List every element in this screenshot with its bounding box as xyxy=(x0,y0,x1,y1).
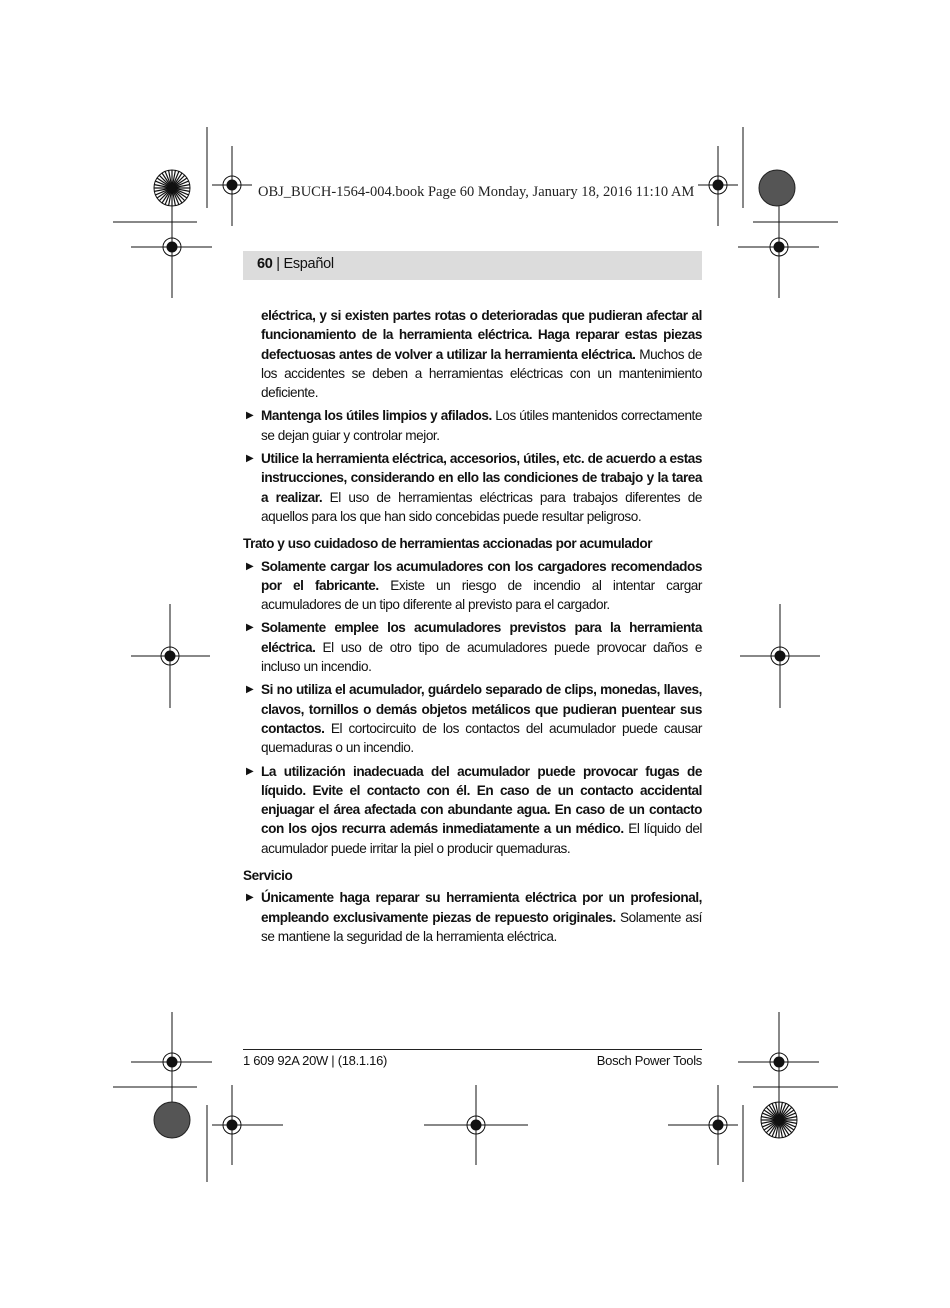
footer-rule xyxy=(243,1049,702,1050)
list-item xyxy=(243,618,702,676)
bullet-text: Existe un riesgo de incendio al intentar cargar acumuladores de un tipo diferente al previsto para el cargador. xyxy=(261,577,702,613)
bullet-text: Solamente así se mantiene la seguridad de la herramienta eléctrica. xyxy=(261,909,702,944)
list-item xyxy=(243,680,702,757)
bullet-text: El líquido del acumulador puede irritar la piel o producir quemaduras. xyxy=(261,821,702,856)
list-item xyxy=(243,406,702,445)
main-content xyxy=(243,306,702,950)
header-text xyxy=(257,256,334,272)
bullet-text: El cortocircuito de los contactos del acumulador puede causar quemaduras o un incendio. xyxy=(261,720,702,756)
starburst-target-icon xyxy=(154,170,190,206)
header-separator: | xyxy=(272,256,284,272)
bullet-triangle-icon: ▶ xyxy=(246,453,254,465)
bullet-bold: Únicamente haga reparar su herramienta eléctrica por un profesional, empleando exclusivamente piezas de repuesto originales. xyxy=(261,890,702,925)
bullet-bold: Mantenga los útiles limpios y afilados. xyxy=(261,408,492,424)
page-header xyxy=(243,251,702,280)
bullet-triangle-icon: ▶ xyxy=(246,684,254,696)
page-number: 60 xyxy=(257,256,273,272)
bullet-text: Los útiles mantenidos correctamente se dejan guiar y controlar mejor. xyxy=(261,408,702,443)
footer-document-code: 1 609 92A 20W | (18.1.16) xyxy=(243,1053,388,1068)
list-item xyxy=(243,557,702,615)
bullet-text: El uso de otro tipo de acumuladores puede provocar daños e incluso un incendio. xyxy=(261,639,702,675)
bullet-triangle-icon: ▶ xyxy=(246,410,254,422)
section-heading-battery: Trato y uso cuidadoso de herramientas accionadas por acumulador xyxy=(243,536,653,552)
bullet-bold: Si no utiliza el acumulador, guárdelo separado de clips, monedas, llaves, clavos, tornillos o demás objetos metálicos que pudieran puentear sus contactos. xyxy=(261,682,702,736)
list-item xyxy=(243,762,702,858)
header-language: Español xyxy=(283,256,334,272)
bullet-bold: La utilización inadecuada del acumulador puede provocar fugas de líquido. Evite el contacto con él. En caso de un contacto accidental enjuagar el área afectada con abundante agua. En caso de un contacto con los ojos recurra además inmediatamente a un médico. xyxy=(261,763,702,837)
bullet-bold: Solamente cargar los acumuladores con los cargadores recomendados por el fabricante. xyxy=(261,558,702,593)
continuation-paragraph xyxy=(243,306,702,402)
print-info-line: OBJ_BUCH-1564-004.book Page 60 Monday, January 18, 2016 11:10 AM xyxy=(258,184,695,200)
footer-brand: Bosch Power Tools xyxy=(596,1053,702,1068)
section-heading-service: Servicio xyxy=(243,868,293,884)
list-item xyxy=(243,449,702,526)
gray-density-dot-icon xyxy=(154,1102,190,1138)
bullet-triangle-icon: ▶ xyxy=(246,560,254,572)
bullet-triangle-icon: ▶ xyxy=(246,622,254,634)
crosshair-target-icon xyxy=(212,146,252,226)
bullet-text: El uso de herramientas eléctricas para trabajos diferentes de aquellos para los que han sido concebidas puede resultar peligroso. xyxy=(261,489,702,524)
starburst-target-icon xyxy=(761,1102,797,1138)
bullet-triangle-icon: ▶ xyxy=(246,765,254,777)
bullet-bold: Utilice la herramienta eléctrica, accesorios, útiles, etc. de acuerdo a estas instrucciones, considerando en ello las condiciones de trabajo y la tarea a realizar. xyxy=(261,451,702,505)
paragraph-text: Muchos de los accidentes se deben a herramientas eléctricas con un mantenimiento deficiente. xyxy=(261,346,703,401)
bullet-triangle-icon: ▶ xyxy=(246,892,254,904)
paragraph-bold: eléctrica, y si existen partes rotas o deterioradas que pudieran afectar al funcionamiento de la herramienta eléctrica. Haga reparar estas piezas defectuosas antes de volver a utilizar la herramienta eléctrica. xyxy=(261,308,702,362)
list-item xyxy=(243,888,702,946)
bullet-bold: Solamente emplee los acumuladores previstos para la herramienta eléctrica. xyxy=(261,620,702,655)
gray-density-dot-icon xyxy=(759,170,795,206)
